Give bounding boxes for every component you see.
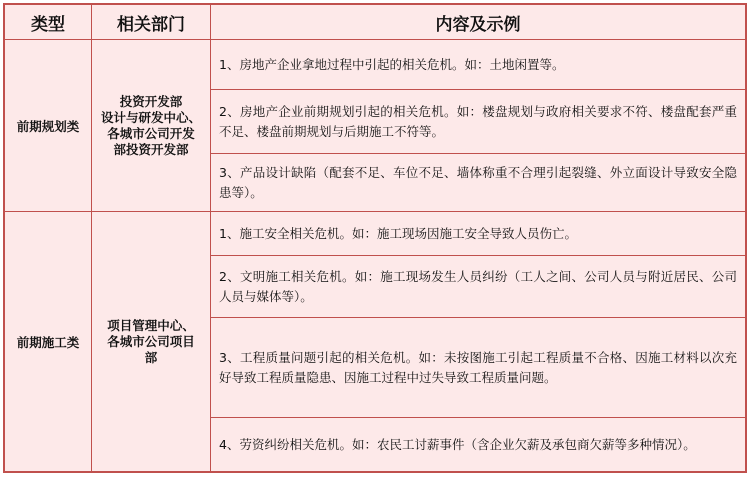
section-type-planning: 前期规划类 bbox=[16, 118, 80, 134]
dept-line: 投资开发部 bbox=[119, 93, 183, 109]
content-item: 4、劳资纠纷相关危机。如：农民工讨薪事件（含企业欠薪及承包商欠薪等多种情况）。 bbox=[219, 436, 696, 452]
content-item: 2、房地产企业前期规划引起的相关危机。如：楼盘规划与政府相关要求不符、楼盘配套严重不足、楼盘前期规划与后期施工不符等。 bbox=[219, 103, 737, 139]
content-item: 3、工程质量问题引起的相关危机。如：未按图施工引起工程质量不合格、因施工材料以次充好导致工程质量隐患、因施工过程中过失导致工程质量问题。 bbox=[219, 349, 737, 385]
section-dept-planning bbox=[92, 40, 210, 211]
content-item: 2、文明施工相关危机。如：施工现场发生人员纠纷（工人之间、公司人员与附近居民、公司人员与媒体等）。 bbox=[219, 268, 737, 304]
dept-line: 部投资开发部 bbox=[113, 141, 189, 157]
dept-line: 设计与研发中心、 bbox=[100, 109, 201, 125]
section-dept-construction bbox=[92, 212, 210, 471]
dept-line: 部 bbox=[144, 349, 158, 365]
dept-line: 项目管理中心、 bbox=[107, 317, 195, 333]
dept-line: 各城市公司开发 bbox=[107, 125, 195, 141]
header-content: 内容及示例 bbox=[435, 14, 521, 35]
content-item: 3、产品设计缺陷（配套不足、车位不足、墙体称重不合理引起裂缝、外立面设计导致安全隐患等）。 bbox=[219, 164, 737, 200]
content-item: 1、施工安全相关危机。如：施工现场因施工安全导致人员伤亡。 bbox=[219, 225, 577, 241]
content-item: 1、房地产企业拿地过程中引起的相关危机。如：土地闲置等。 bbox=[219, 56, 565, 72]
dept-line: 各城市公司项目 bbox=[107, 333, 195, 349]
header-dept: 相关部门 bbox=[117, 14, 185, 35]
section-type-construction: 前期施工类 bbox=[16, 334, 80, 350]
risk-table bbox=[3, 3, 747, 473]
header-type: 类型 bbox=[31, 14, 65, 35]
